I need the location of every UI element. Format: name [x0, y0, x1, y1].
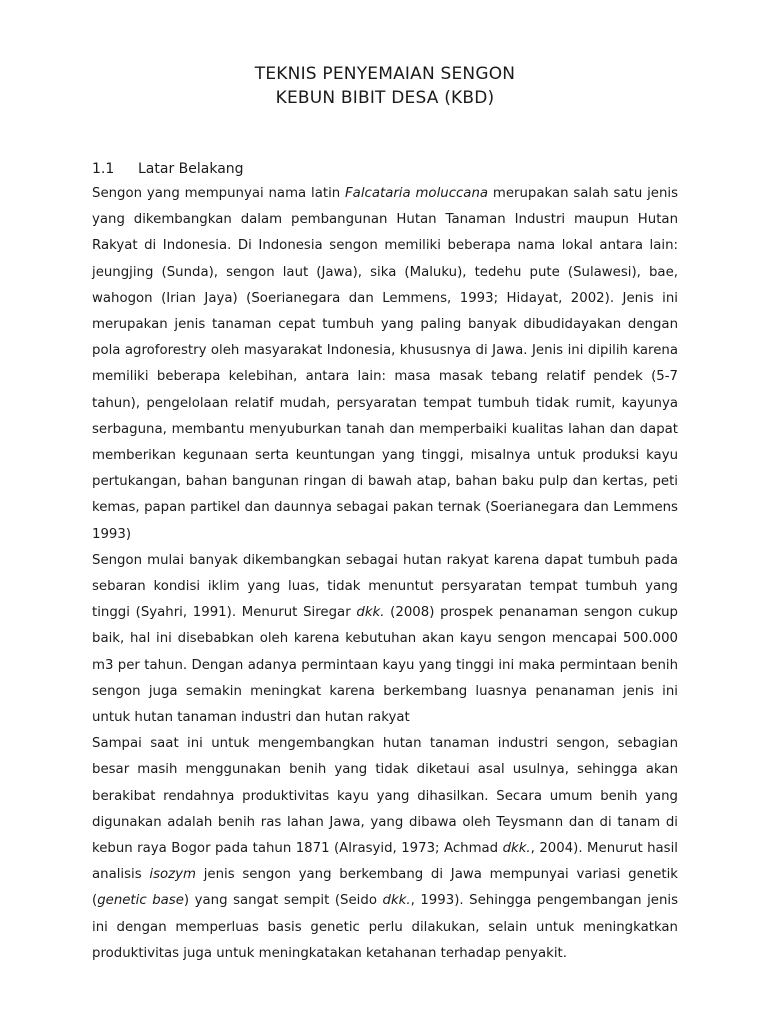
italic-term: dkk. [382, 893, 411, 909]
document-title [92, 0, 678, 110]
italic-term: isozym [149, 867, 196, 883]
text-run: Sengon mulai banyak dikembangkan sebagai hutan rakyat karena dapat tumbuh pada sebaran kondisi iklim yang luas, tidak menuntut persyaratan tempat tumbuh yang tinggi (Syahri, 1991). Menurut Siregar [92, 552, 678, 621]
text-run: (2008) prospek penanaman sengon cukup baik, hal ini disebabkan oleh karena kebutuhan akan kayu sengon mencapai 500.000 m3 per tahun. Dengan adanya permintaan kayu yang tinggi ini maka permintaan benih sengon juga semakin meningkat karena berkembang luasnya penanaman jenis ini untuk hutan tanaman industri dan hutan rakyat [92, 605, 678, 726]
section-number: 1.1 [92, 161, 115, 177]
text-run: Sengon yang mempunyai nama latin [92, 186, 346, 201]
section-title: Latar Belakang [138, 161, 244, 177]
title-line-1: TEKNIS PENYEMAIAN SENGON [254, 64, 516, 84]
text-run: Sampai saat ini untuk mengembangkan hutan tanaman industri sengon, sebagian besar masih menggunakan benih yang tidak diketaui asal usulnya, sehingga akan berakibat rendahnya produktivitas kayu yang dihasilkan. Secara umum benih yang digunakan adalah benih ras lahan Jawa, yang dibawa oleh Teysmann dan di tanam di kebun raya Bogor pada tahun 1871 (Alrasyid, 1973; Achmad [92, 736, 678, 857]
italic-term: dkk. [356, 605, 385, 621]
text-run: , 1993). Sehingga pengembangan jenis ini dengan memperluas basis genetic perlu dilakukan, selain untuk meningkatkan produktivitas juga untuk meningkatakan ketahanan terhadap penyakit. [92, 893, 679, 961]
text-run: , 2004). Menurut hasil analisis [92, 841, 678, 883]
italic-term: genetic base [97, 893, 184, 909]
paragraph-3 [92, 731, 678, 967]
paragraph-1 [92, 181, 678, 548]
text-run: merupakan salah satu jenis yang dikembangkan dalam pembangunan Hutan Tanaman Industri maupun Hutan Rakyat di Indonesia. Di Indonesia sengon memiliki beberapa nama lokal antara lain: jeungjing (Sunda), sengon laut (Jawa), sika (Maluku), tedehu pute (Sulawesi), bae, wahogon (Irian Jaya) (Soerianegara dan Lemmens, 1993; Hidayat, 2002). Jenis ini merupakan jenis tanaman cepat tumbuh yang paling banyak dibudidayakan dengan pola agroforestry oleh masyarakat Indonesia, khususnya di Jawa. Jenis ini dipilih karena memiliki beberapa kelebihan, antara lain: masa masak tebang relatif pendek (5-7 tahun), pengelolaan relatif mudah, persyaratan tempat tumbuh tidak rumit, kayunya serbaguna, membantu menyuburkan tanah dan memperbaiki kualitas lahan dan dapat memberikan kegunaan serta keuntungan yang tinggi, misalnya untuk produksi kayu pertukangan, bahan bangunan ringan di bawah atap, bahan baku pulp dan kertas, peti kemas, papan partikel dan daunnya sebagai pakan ternak (Soerianegara dan Lemmens 1993) [92, 186, 678, 542]
italic-term: Falcataria moluccana [345, 186, 489, 201]
text-run: ) yang sangat sempit (Seido [183, 893, 383, 909]
text-run: jenis sengon yang berkembang di Jawa mempunyai variasi genetik ( [92, 867, 678, 909]
paragraph-2 [92, 548, 678, 731]
title-line-2: KEBUN BIBIT DESA (KBD) [275, 88, 495, 108]
italic-term: dkk. [502, 841, 531, 857]
section-heading [92, 159, 678, 179]
